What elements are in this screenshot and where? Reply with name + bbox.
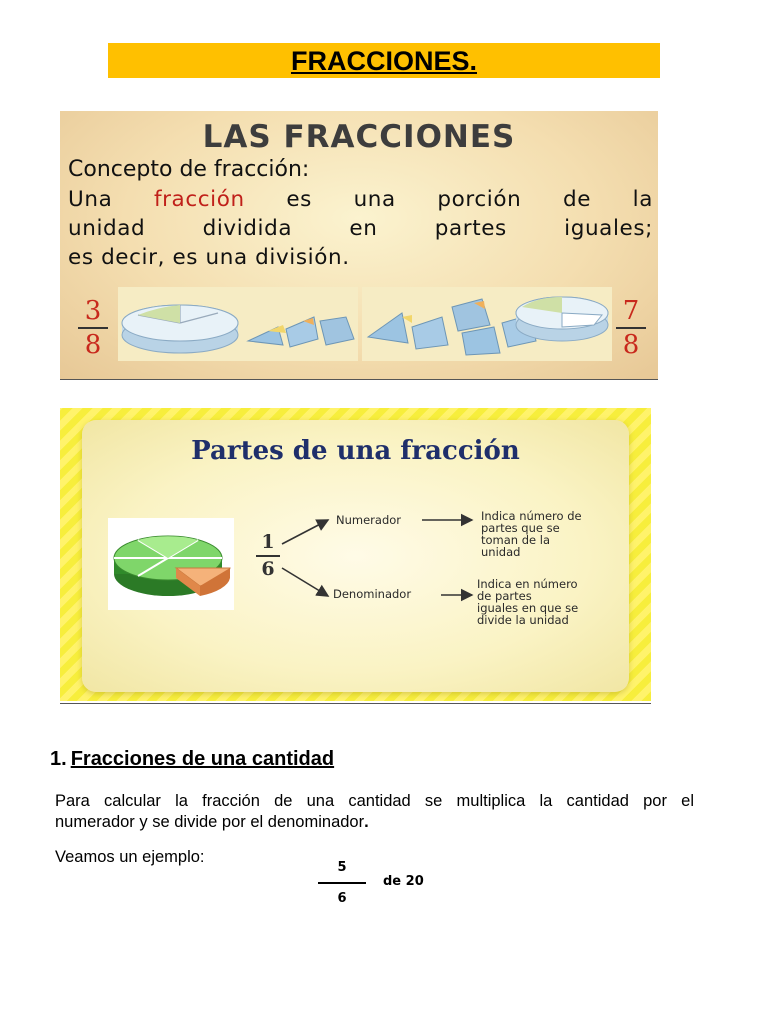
example-of-quantity: de 20: [383, 874, 424, 889]
frac-right-numerator: 7: [622, 296, 640, 326]
divider: [60, 703, 651, 704]
divider: [60, 379, 658, 380]
definition-text: Una fracción es una porción de la unidad dividida en partes iguales; es decir, es una división.: [68, 187, 653, 270]
numerator-description: Indica número de partes que se toman de la unidad: [481, 509, 582, 559]
pie-pieces-image-right: [362, 287, 612, 361]
frac-right-denominator: 8: [622, 330, 640, 360]
section-title: Fracciones de una cantidad: [70, 748, 335, 770]
slide2-heading: Partes de una fracción: [191, 436, 520, 466]
section-number: 1.: [50, 748, 67, 770]
concept-label: Concepto de fracción:: [68, 157, 310, 182]
fraction-seven-eighths: [616, 297, 646, 359]
denominator-description: Indica en número de partes iguales en que se divide la unidad: [477, 577, 579, 627]
example-numerator: 5: [337, 860, 347, 875]
pie-pieces-image-left: [118, 287, 358, 361]
example-label: Veamos un ejemplo:: [55, 848, 205, 866]
slide-partes-fraccion: [60, 408, 651, 701]
slide1-heading: LAS FRACCIONES: [202, 119, 516, 155]
fraction-three-eighths: [78, 297, 108, 359]
denominator-label: Denominador: [333, 587, 412, 601]
page-title: FRACCIONES.: [290, 46, 477, 76]
section-heading: [50, 748, 334, 771]
example-fraction: [318, 860, 366, 906]
title-banner: [108, 43, 660, 78]
section-paragraph: Para calcular la fracción de una cantidad se multiplica la cantidad por el numerador y se divide por el denominador.: [55, 792, 694, 831]
frac-denominator: 6: [261, 558, 275, 580]
numerator-label: Numerador: [336, 513, 402, 527]
frac-left-denominator: 8: [84, 330, 102, 360]
highlight-word: fracción: [153, 187, 245, 212]
slide-las-fracciones: [60, 111, 658, 379]
frac-numerator: 1: [261, 531, 275, 553]
example-denominator: 6: [337, 890, 347, 906]
frac-left-numerator: 3: [84, 296, 102, 326]
